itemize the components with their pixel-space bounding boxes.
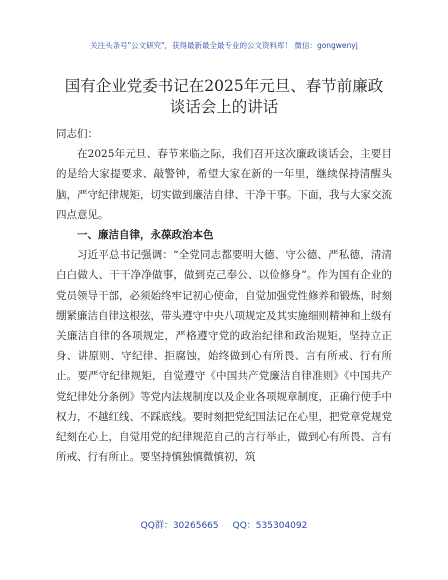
intro-paragraph: 在2025年元旦、春节来临之际，我们召开这次廉政谈话会，主要目的是给大家提要求、敲警钟，希望大家在新的一年里，继续保持清醒头脑，严守纪律规矩，切实做到廉洁自律、干净干事。下面，我与大家交流四点意见。 [56,148,392,221]
document-title [30,76,418,118]
document-body [56,124,392,467]
title-line-1: 国有企业党委书记在2025年元旦、春节前廉政 [64,77,384,95]
salutation: 同志们： [56,128,98,140]
footer-contact [0,518,448,531]
section-heading: 一、廉洁自律，永葆政治本色 [77,229,214,242]
qq-group: QQ群：30265665 [140,521,219,531]
header-banner: 关注头条号"公文研究"，获得最新最全最专业的公文资料库！ 微信：gongwenyj [90,41,358,50]
section-paragraph: 习近平总书记强调：“全党同志都要明大德、守公德、严私德，清清白白做人、干干净净做事，做到克己奉公、以俭修身”。作为国有企业的党员领导干部，必须始终牢记初心使命，自觉加强党性修养和锻炼，时刻绷紧廉洁自律这根弦，带头遵守中央八项规定及其实施细则精神和上级有关廉洁自律的各项规定，严格遵守党的政治纪律和政治规矩，坚持立正身、讲原则、守纪律、拒腐蚀，始终做到心有所畏、言有所戒、行有所止。要严守纪律规矩，自觉遵守《中国共产党廉洁自律准则》《中国共产党纪律处分条例》等党内法规制度以及企业各项规章制度，正确行使手中权力，不越红线、不踩底线。要时刻把党纪国法记在心里，把党章党规党纪刻在心上，自觉用党的纪律规范自己的言行举止，做到心有所畏、言有所戒、行有所止。要坚持慎独慎微慎初，筑 [56,249,392,464]
qq-number: QQ：535304092 [232,521,308,531]
title-line-2: 谈话会上的讲话 [169,98,279,116]
